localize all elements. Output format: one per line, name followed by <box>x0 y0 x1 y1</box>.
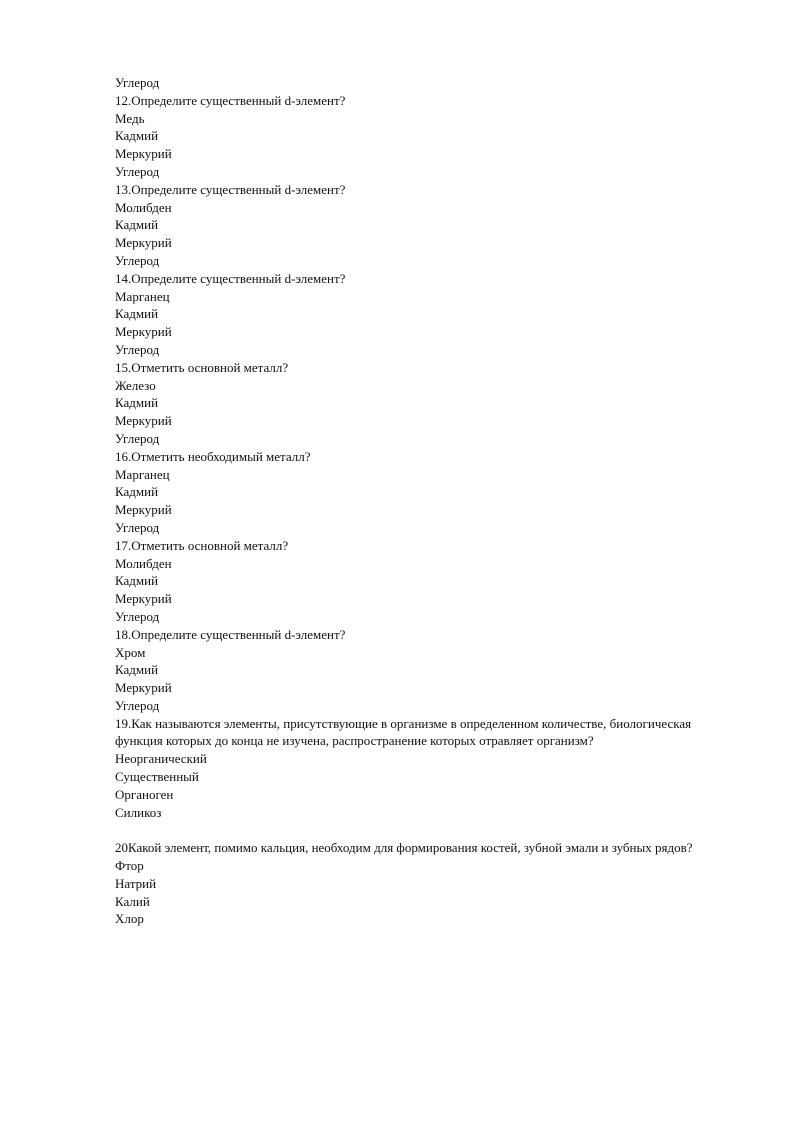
question-text: 18.Определите существенный d-элемент? <box>115 626 346 642</box>
answer-option: Железо <box>115 377 156 393</box>
answer-option: Силикоз <box>115 804 162 820</box>
question-16 <box>115 448 725 537</box>
question-15 <box>115 359 725 448</box>
question-17 <box>115 537 725 626</box>
answer-option: Кадмий <box>115 128 159 144</box>
answer-option: Кадмий <box>115 662 159 678</box>
question-12 <box>115 92 725 181</box>
answer-option: Фтор <box>115 858 144 874</box>
question-18 <box>115 626 725 715</box>
question-text: 19.Как называются элементы, присутствующие в организме в определенном количестве, биологическая функция которых до конца не изучена, распространение которых отравляет организм? <box>115 715 692 749</box>
question-text: 17.Отметить основной металл? <box>115 537 289 553</box>
answer-option: Меркурий <box>115 324 172 340</box>
answer-option: Калий <box>115 893 150 909</box>
question-14 <box>115 270 725 359</box>
answer-option: Неорганический <box>115 751 207 767</box>
answer-option: Углерод <box>115 608 160 624</box>
question-text: 14.Определите существенный d-элемент? <box>115 270 346 286</box>
answer-option: Кадмий <box>115 306 159 322</box>
answer-option: Существенный <box>115 769 199 785</box>
answer-option: Кадмий <box>115 484 159 500</box>
answer-option: Молибден <box>115 199 172 215</box>
answer-option: Марганец <box>115 288 170 304</box>
question-text: 13.Определите существенный d-элемент? <box>115 181 346 197</box>
question-text: 15.Отметить основной металл? <box>115 359 289 375</box>
answer-option: Углерод <box>115 430 160 446</box>
answer-option: Углерод <box>115 252 160 268</box>
answer-option: Кадмий <box>115 573 159 589</box>
answer-option: Углерод <box>115 163 160 179</box>
question-13 <box>115 181 725 270</box>
leading-answer-option: Углерод <box>115 75 160 90</box>
blank-line <box>115 821 725 839</box>
answer-option: Углерод <box>115 519 160 535</box>
answer-option: Натрий <box>115 875 157 891</box>
answer-option: Меркурий <box>115 591 172 607</box>
answer-option: Меркурий <box>115 413 172 429</box>
answer-option: Хлор <box>115 911 144 927</box>
question-19 <box>115 715 725 822</box>
answer-option: Кадмий <box>115 217 159 233</box>
answer-option: Медь <box>115 110 145 126</box>
question-text: 16.Отметить необходимый металл? <box>115 448 311 464</box>
answer-option: Меркурий <box>115 146 172 162</box>
answer-option: Кадмий <box>115 395 159 411</box>
answer-option: Хром <box>115 644 146 660</box>
answer-option: Органоген <box>115 786 174 802</box>
answer-option: Меркурий <box>115 235 172 251</box>
answer-option: Марганец <box>115 466 170 482</box>
question-20 <box>115 839 725 928</box>
document-content <box>115 74 725 928</box>
answer-option: Меркурий <box>115 680 172 696</box>
answer-option: Молибден <box>115 555 172 571</box>
answer-option: Углерод <box>115 697 160 713</box>
question-text: 20Какой элемент, помимо кальция, необходим для формирования костей, зубной эмали и зубных рядов? <box>115 840 693 856</box>
question-text: 12.Определите существенный d-элемент? <box>115 92 346 108</box>
answer-option: Углерод <box>115 341 160 357</box>
answer-option: Меркурий <box>115 502 172 518</box>
